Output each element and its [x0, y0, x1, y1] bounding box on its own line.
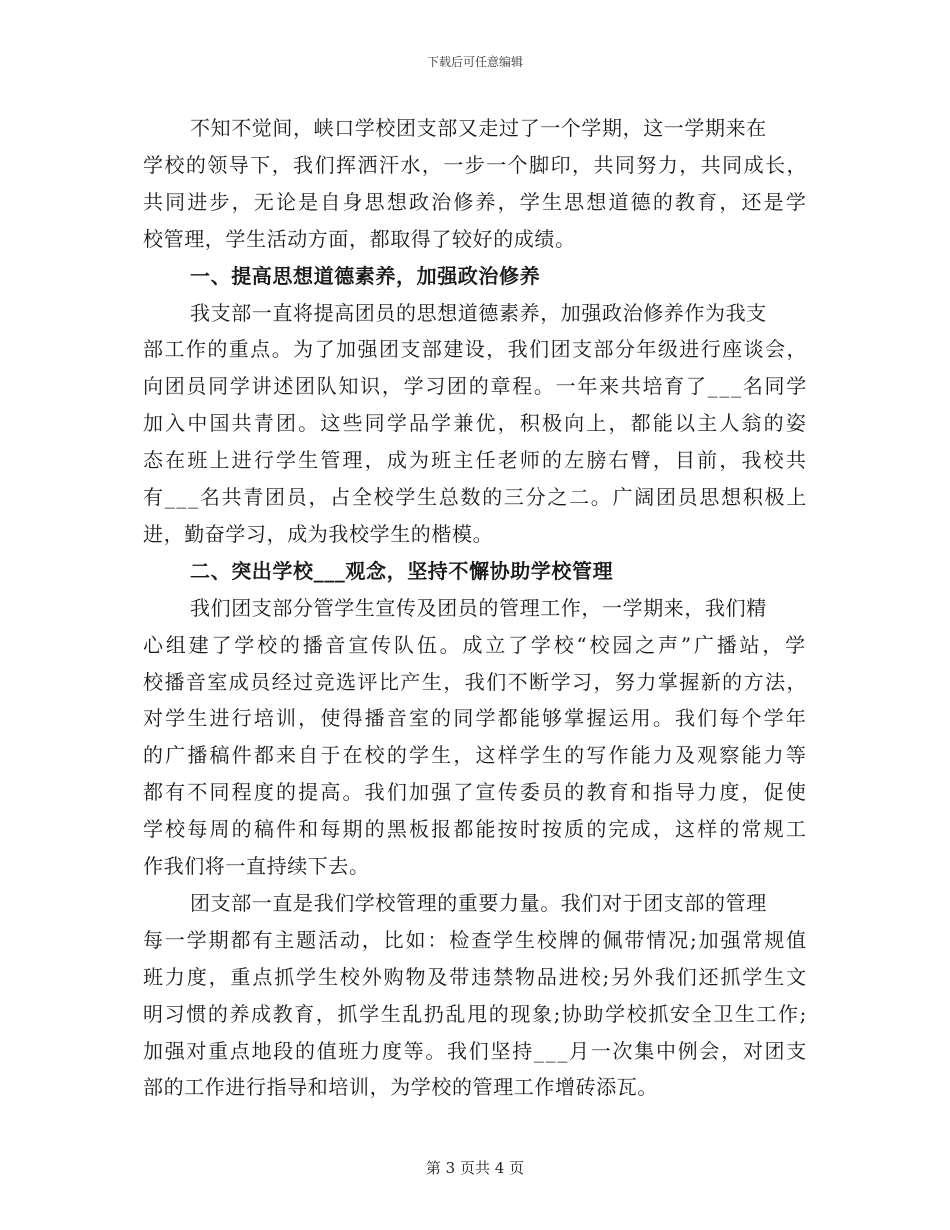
text-line: 不知不觉间，峡口学校团支部又走过了一个学期，这一学期来在 — [190, 116, 767, 140]
text-line: 进，勤奋学习，成为我校学生的楷模。 — [143, 522, 494, 546]
page-footer: 第 3 页共 4 页 — [425, 1159, 525, 1177]
text-line: 共同进步，无论是自身思想政治修养，学生思想道德的教育，还是学 — [143, 190, 808, 214]
section-heading: 二、突出学校___观念，坚持不懈协助学校管理 — [190, 559, 614, 583]
text-line: 校播音室成员经过竞选评比产生，我们不断学习，努力掌握新的方法， — [143, 670, 808, 694]
text-line: 加入中国共青团。这些同学品学兼优，积极向上，都能以主人翁的姿 — [143, 411, 808, 435]
text-line: 明习惯的养成教育，抓学生乱扔乱甩的现象;协助学校抓安全卫生工作; — [143, 1002, 808, 1026]
text-line: 团支部一直是我们学校管理的重要力量。我们对于团支部的管理 — [190, 891, 767, 915]
section-heading: 一、提高思想道德素养，加强政治修养 — [190, 264, 541, 288]
page-header: 下载后可任意编辑 — [426, 55, 523, 69]
text-line: 班力度，重点抓学生校外购物及带违禁物品进校;另外我们还抓学生文 — [143, 965, 808, 989]
text-line: 心组建了学校的播音宣传队伍。成立了学校“校园之声”广播站，学 — [143, 633, 808, 657]
text-line: 我们团支部分管学生宣传及团员的管理工作，一学期来，我们精 — [190, 596, 767, 620]
text-line: 作我们将一直持续下去。 — [143, 854, 370, 878]
text-line: 我支部一直将提高团员的思想道德素养，加强政治修养作为我支 — [190, 301, 767, 325]
text-line: 每一学期都有主题活动，比如：检查学生校牌的佩带情况;加强常规值 — [143, 928, 808, 952]
text-line: 加强对重点地段的值班力度等。我们坚持___月一次集中例会，对团支 — [143, 1039, 808, 1063]
text-line: 的广播稿件都来自于在校的学生，这样学生的写作能力及观察能力等 — [143, 743, 808, 767]
text-line: 部工作的重点。为了加强团支部建设，我们团支部分年级进行座谈会， — [143, 337, 808, 361]
text-line: 有___名共青团员，占全校学生总数的三分之二。广阔团员思想积极上 — [143, 485, 808, 509]
text-line: 向团员同学讲述团队知识，学习团的章程。一年来共培育了___名同学 — [143, 374, 808, 398]
text-line: 部的工作进行指导和培训，为学校的管理工作增砖添瓦。 — [143, 1075, 658, 1099]
text-line: 校管理，学生活动方面，都取得了较好的成绩。 — [143, 227, 576, 251]
text-line: 学校每周的稿件和每期的黑板报都能按时按质的完成，这样的常规工 — [143, 817, 808, 841]
text-line: 学校的领导下，我们挥洒汗水，一步一个脚印，共同努力，共同成长， — [143, 153, 808, 177]
text-line: 态在班上进行学生管理，成为班主任老师的左膀右臂，目前，我校共 — [143, 448, 808, 472]
text-line: 都有不同程度的提高。我们加强了宣传委员的教育和指导力度，促使 — [143, 780, 808, 804]
text-line: 对学生进行培训，使得播音室的同学都能够掌握运用。我们每个学年 — [143, 706, 808, 730]
